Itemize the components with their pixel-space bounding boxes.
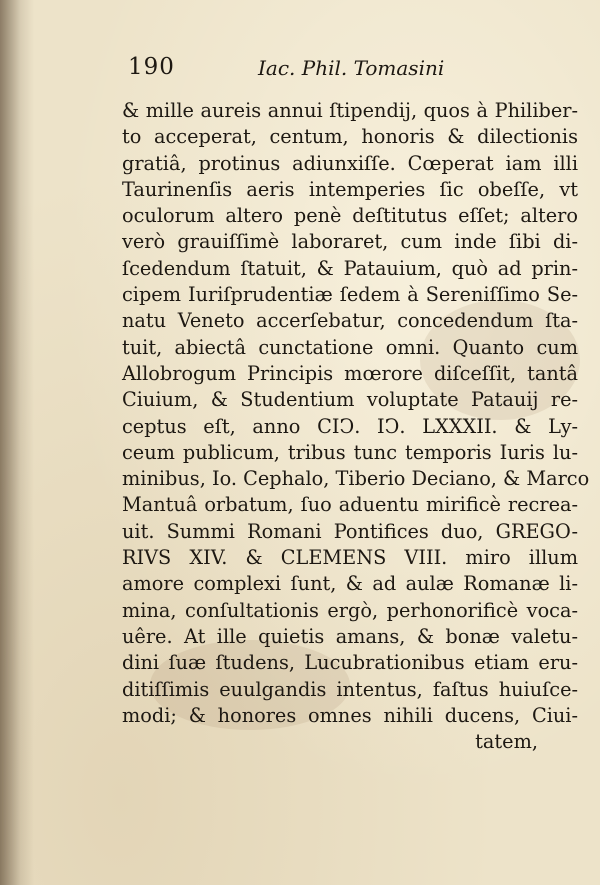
text-line: ſcedendum ſtatuit, & Patauium, quò ad prin- — [122, 256, 578, 280]
text-line: oculorum altero penè deſtitutus eſſet; altero — [122, 204, 578, 228]
text-line: cipem Iuriſprudentiæ ſedem à Sereniſſimo Se- — [122, 283, 578, 307]
text-line: mina, conſultationis ergò, perhonorificè voca- — [122, 598, 578, 622]
text-line: RIVS XIV. & CLEMENS VIII. miro illum — [122, 546, 578, 570]
text-line: Allobrogum Principis mœrore diſceſſit, tantâ — [122, 361, 578, 385]
text-line: minibus, Io. Cephalo, Tiberio Deciano, & Marco — [122, 467, 590, 491]
gutter-shadow — [0, 0, 34, 885]
text-line: tuit, abiectâ cunctatione omni. Quanto cum — [122, 335, 578, 359]
text-line: uit. Summi Romani Pontifices duo, GREGO- — [122, 519, 578, 543]
text-line: to acceperat, centum, honoris & dilectionis — [122, 125, 578, 149]
text-line: verò grauiſſimè laboraret, cum inde ſibi di- — [122, 230, 578, 254]
text-line: amore complexi ſunt, & ad aulæ Romanæ li- — [122, 572, 578, 596]
text-line: gratiâ, protinus adiunxiſſe. Cœperat iam illi — [122, 151, 578, 175]
text-line: ditiſſimis euulgandis intentus, faſtus huiuſce- — [122, 677, 578, 701]
body-text — [122, 98, 590, 755]
page-header — [128, 54, 468, 88]
text-line: ceptus eſt, anno CIↃ. IↃ. LXXXII. & Ly- — [122, 414, 578, 438]
text-line: natu Veneto accerſebatur, concedendum ſta- — [122, 309, 578, 333]
text-line: dini ſuæ ſtudens, Lucubrationibus etiam eru- — [122, 651, 578, 675]
text-line: uêre. At ille quietis amans, & bonæ valetu- — [122, 624, 578, 648]
running-head: Iac. Phil. Tomasini — [258, 56, 445, 80]
text-line: & mille aureis annui ſtipendij, quos à Philiber- — [122, 99, 578, 122]
catchword: tatem, — [475, 730, 538, 754]
text-line: Ciuium, & Studentium voluptate Patauij re- — [122, 388, 578, 412]
text-line: modi; & honores omnes nihili ducens, Ciui- — [122, 703, 578, 727]
text-line: Mantuâ orbatum, ſuo aduentu mirificè recrea- — [122, 493, 578, 517]
page-number: 190 — [128, 54, 175, 80]
text-line: Taurinenſis aeris intemperies ſic obeſſe, vt — [122, 177, 578, 201]
text-line: ceum publicum, tribus tunc temporis Iuris lu- — [122, 440, 578, 464]
